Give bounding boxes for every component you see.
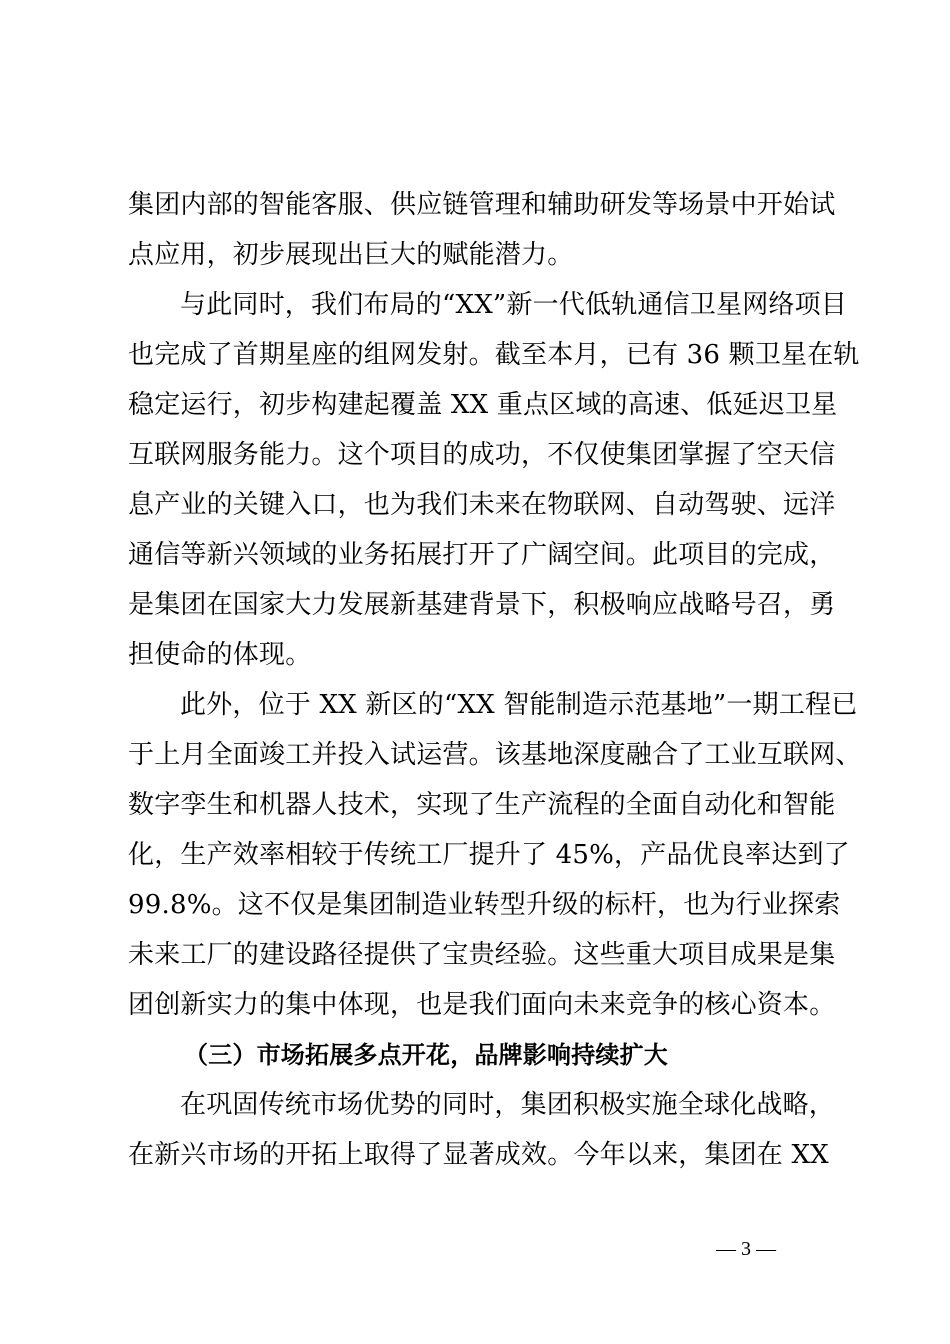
- page-number: — 3 —: [716, 1238, 776, 1260]
- paragraph-1: [128, 184, 836, 284]
- text-line: 在新兴市场的开拓上取得了显著成效。今年以来，集团在 XX: [128, 1140, 829, 1170]
- text-line: 在巩固传统市场优势的同时，集团积极实施全球化战略，: [180, 1090, 836, 1120]
- text-line: 化，生产效率相较于传统工厂提升了 45%，产品优良率达到了: [128, 840, 850, 870]
- text-line: 数字孪生和机器人技术，实现了生产流程的全面自动化和智能: [128, 790, 836, 820]
- text-line: 担使命的体现。: [128, 640, 312, 670]
- text-line: 与此同时，我们布局的“XX”新一代低轨通信卫星网络项目: [180, 290, 848, 320]
- section-heading: （三）市场拓展多点开花，品牌影响持续扩大: [184, 1041, 668, 1069]
- text-line: 点应用，初步展现出巨大的赋能潜力。: [128, 240, 574, 270]
- text-line: 此外，位于 XX 新区的“XX 智能制造示范基地”一期工程已: [180, 690, 858, 720]
- text-line: 集团内部的智能客服、供应链管理和辅助研发等场景中开始试: [128, 190, 836, 220]
- text-line: 稳定运行，初步构建起覆盖 XX 重点区域的高速、低延迟卫星: [128, 390, 838, 420]
- text-line: 是集团在国家大力发展新基建背景下，积极响应战略号召，勇: [128, 590, 836, 620]
- paragraph-4: [128, 1084, 836, 1184]
- paragraph-2: [128, 284, 860, 684]
- text-line: 通信等新兴领域的业务拓展打开了广阔空间。此项目的完成，: [128, 540, 836, 570]
- text-line: 互联网服务能力。这个项目的成功，不仅使集团掌握了空天信: [128, 440, 836, 470]
- text-line: 99.8%。这不仅是集团制造业转型升级的标杆，也为行业探索: [128, 890, 841, 920]
- text-line: 团创新实力的集中体现，也是我们面向未来竞争的核心资本。: [128, 990, 836, 1020]
- text-line: 未来工厂的建设路径提供了宝贵经验。这些重大项目成果是集: [128, 940, 836, 970]
- paragraph-3: [128, 684, 862, 1034]
- document-body: [128, 184, 862, 1184]
- text-line: 息产业的关键入口，也为我们未来在物联网、自动驾驶、远洋: [128, 490, 836, 520]
- text-line: 于上月全面竣工并投入试运营。该基地深度融合了工业互联网、: [128, 740, 862, 770]
- text-line: 也完成了首期星座的组网发射。截至本月，已有 36 颗卫星在轨: [128, 340, 860, 370]
